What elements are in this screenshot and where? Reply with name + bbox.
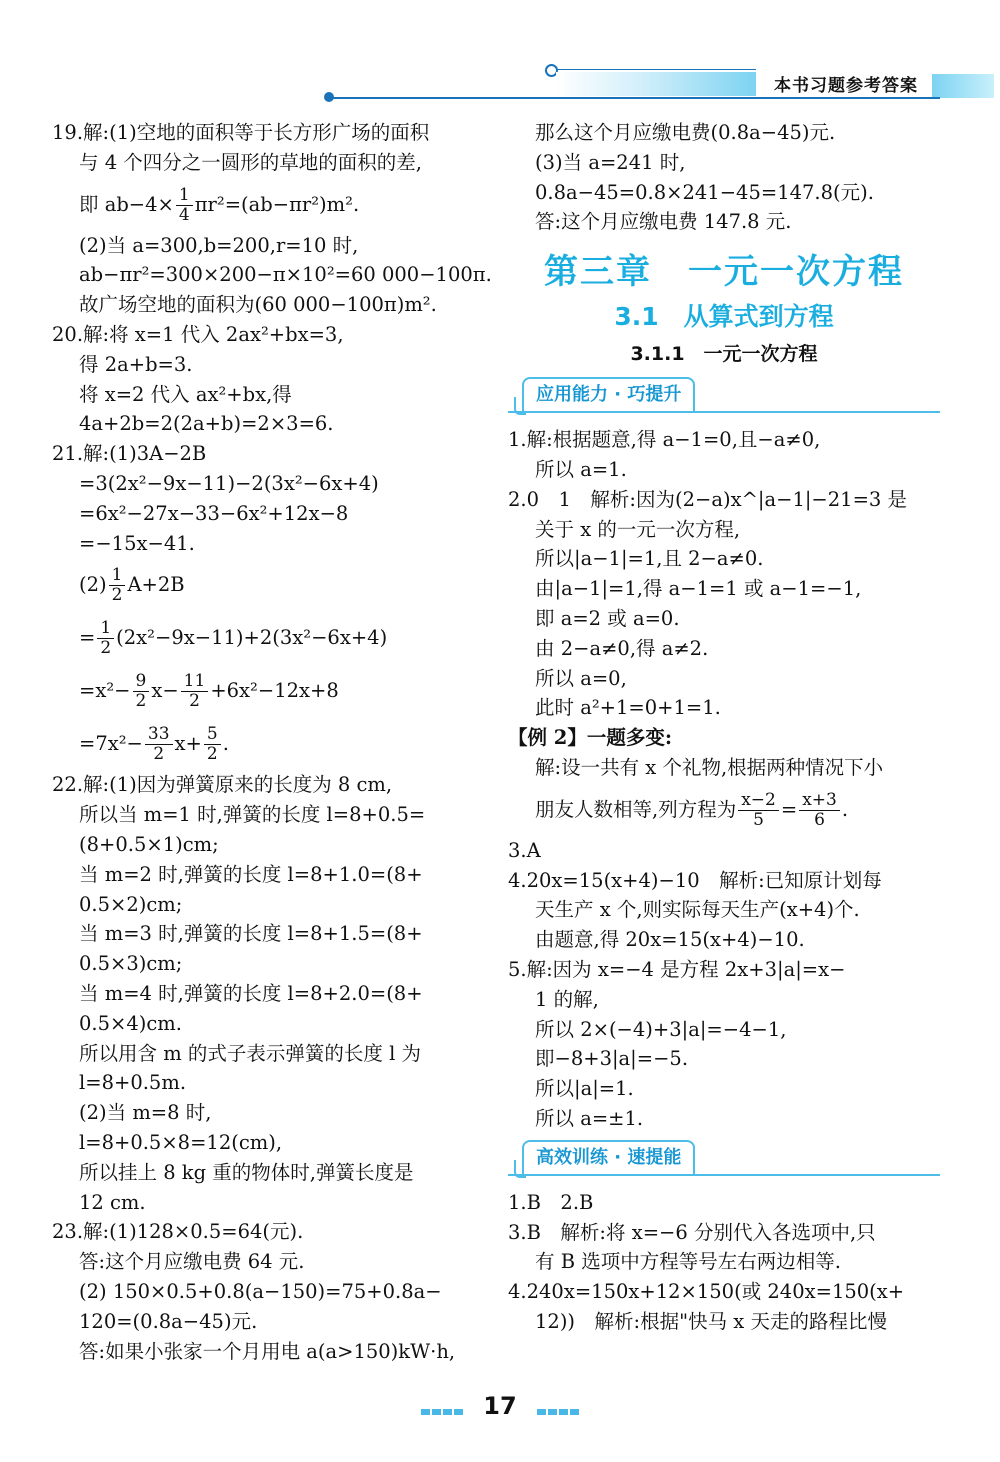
- answer-22-line: (2)当 m=8 时,: [79, 1101, 212, 1125]
- fraction-one-quarter: [176, 186, 193, 225]
- footer-ornament-right: [536, 1400, 580, 1419]
- answer-line: 5.解:因为 x=−4 是方程 2x+3|a|=x−: [508, 957, 846, 981]
- denominator: 2: [100, 638, 112, 659]
- answer-line: 由题意,得 20x=15(x+4)−10.: [535, 928, 805, 952]
- fraction-nine-halves: [133, 672, 150, 711]
- page-footer: [0, 1392, 1000, 1420]
- answer-21-line: =3(2x²−9x−11)−2(3x²−6x+4): [79, 471, 379, 495]
- answer-line: 所以|a|=1.: [535, 1077, 634, 1101]
- answer-23-cont: 0.8a−45=0.8×241−45=147.8(元).: [535, 180, 874, 204]
- numerator: 11: [181, 672, 209, 692]
- box-label: 应用能力 · 巧提升: [522, 377, 695, 411]
- example-equation: [508, 783, 940, 836]
- answer-22-line: 当 m=2 时,弹簧的长度 l=8+1.0=(8+: [79, 862, 423, 886]
- example-heading: 【例 2】一题多变:: [508, 726, 673, 750]
- formula-text: (2x²−9x−11)+2(3x²−6x+4): [116, 626, 388, 650]
- formula-text: =: [780, 797, 798, 821]
- answer-23-cont: 那么这个月应缴电费(0.8a−45)元.: [535, 121, 836, 144]
- answer-19-line: ab−πr²=300×200−π×10²=60 000−100π.: [79, 263, 492, 287]
- answer-line: 即 a=2 或 a=0.: [535, 606, 680, 630]
- header-gradient-tail: [932, 74, 994, 98]
- answer-19-line: 19.解:(1)空地的面积等于长方形广场的面积: [52, 121, 430, 144]
- answer-22-line: 所以当 m=1 时,弹簧的长度 l=8+0.5=: [79, 803, 426, 827]
- formula-text: 朋友人数相等,列方程为: [535, 797, 737, 821]
- answer-line: 所以 a=0,: [535, 666, 627, 690]
- chapter-title: 第三章 一元一次方程: [544, 252, 904, 293]
- answer-23-line: 23.解:(1)128×0.5=64(元).: [52, 1220, 304, 1244]
- answer-line: 4.240x=150x+12×150(或 240x=150(x+: [508, 1280, 905, 1304]
- right-column: [508, 118, 940, 1337]
- answer-19-line: 与 4 个四分之一圆形的草地的面积的差,: [79, 150, 423, 174]
- denominator: 2: [111, 585, 123, 606]
- box-label: 高效训练 · 速提能: [522, 1140, 695, 1174]
- answer-line: 所以 a=1.: [535, 457, 627, 481]
- answer-line: 天生产 x 个,则实际每天生产(x+4)个.: [535, 898, 860, 922]
- answer-23-line: 120=(0.8a−45)元.: [79, 1309, 258, 1333]
- answer-20-line: 将 x=2 代入 ax²+bx,得: [79, 382, 292, 406]
- fraction-one-half: [97, 619, 114, 658]
- answer-23-cont: (3)当 a=241 时,: [535, 150, 686, 174]
- answer-22-line: 12 cm.: [79, 1190, 146, 1214]
- formula-text: πr²=(ab−πr²)m².: [194, 192, 360, 216]
- answer-line: 即−8+3|a|=−5.: [535, 1047, 689, 1071]
- answer-22-line: 0.5×2)cm;: [79, 892, 183, 916]
- answer-20-line: 得 2a+b=3.: [79, 352, 193, 376]
- numerator: x−2: [738, 791, 779, 811]
- running-header-title: 本书习题参考答案: [774, 76, 918, 96]
- answer-line: 所以 a=±1.: [535, 1106, 644, 1130]
- answer-line: 解:设一共有 x 个礼物,根据两种情况下小: [535, 755, 884, 779]
- answer-22-line: 当 m=3 时,弹簧的长度 l=8+1.5=(8+: [79, 922, 423, 946]
- answer-line: 1.B 2.B: [508, 1190, 594, 1214]
- answer-22-line: l=8+0.5m.: [79, 1071, 187, 1095]
- answer-22-line: 0.5×3)cm;: [79, 952, 183, 976]
- denominator: 2: [189, 691, 200, 712]
- answer-22-line: 0.5×4)cm.: [79, 1011, 182, 1035]
- answer-23-line: (2) 150×0.5+0.8(a−150)=75+0.8a−: [79, 1279, 442, 1303]
- answer-line: 所以|a−1|=1,且 2−a≠0.: [535, 547, 764, 571]
- answer-23-line: 答:如果小张家一个月用电 a(a>150)kW·h,: [79, 1339, 456, 1363]
- formula-text: =7x²−: [79, 732, 143, 756]
- answer-21-formula: [52, 664, 484, 717]
- formula-text: .: [841, 797, 849, 821]
- answer-20-line: 4a+2b=2(2a+b)=2×3=6.: [79, 412, 334, 436]
- answer-20-line: 20.解:将 x=1 代入 2ax²+bx=3,: [52, 322, 344, 346]
- header-thin-rule: [556, 69, 756, 70]
- formula-text: x+: [174, 732, 202, 756]
- fraction-thirtythree-halves: [145, 725, 173, 764]
- answer-line: 关于 x 的一元一次方程,: [535, 517, 741, 541]
- numerator: 5: [204, 725, 221, 745]
- fraction-right: [799, 791, 840, 830]
- training-box-header: [508, 1140, 940, 1180]
- header-gradient-band: [556, 72, 756, 96]
- fraction-one-half: [109, 566, 126, 605]
- denominator: 2: [153, 744, 165, 765]
- answer-21-formula: [52, 717, 484, 770]
- answer-line: 由|a−1|=1,得 a−1=1 或 a−1=−1,: [535, 577, 862, 601]
- denominator: 5: [753, 809, 764, 830]
- subsection-title: 3.1.1 一元一次方程: [630, 343, 818, 366]
- answer-22-line: 22.解:(1)因为弹簧原来的长度为 8 cm,: [52, 773, 393, 797]
- numerator: 1: [109, 566, 126, 586]
- answer-21-line: 21.解:(1)3A−2B: [52, 442, 207, 466]
- numerator: x+3: [799, 791, 840, 811]
- answer-21-line: =−15x−41.: [79, 531, 195, 555]
- answer-22-line: 所以挂上 8 kg 重的物体时,弹簧长度是: [79, 1160, 414, 1184]
- denominator: 2: [135, 691, 147, 712]
- fraction-left: [738, 791, 779, 830]
- answer-19-formula: [52, 178, 484, 231]
- answer-21-line: =6x²−27x−33−6x²+12x−8: [79, 501, 349, 525]
- answer-line: 1 的解,: [535, 987, 599, 1011]
- answer-line: 2.0 1 解析:因为(2−a)x^|a−1|−21=3 是: [508, 487, 908, 511]
- formula-text: +6x²−12x+8: [210, 679, 339, 703]
- page-number: 17: [483, 1392, 517, 1420]
- answer-23-line: 答:这个月应缴电费 64 元.: [79, 1250, 305, 1274]
- answer-line: 12)) 解析:根据"快马 x 天走的路程比慢: [535, 1309, 887, 1333]
- denominator: 2: [206, 744, 218, 765]
- answer-line: 1.解:根据题意,得 a−1=0,且−a≠0,: [508, 428, 821, 452]
- formula-text: =x²−: [79, 679, 131, 703]
- box-rule: [508, 411, 940, 413]
- answer-21-formula: [52, 611, 484, 664]
- practice-box-header: [508, 377, 940, 417]
- formula-text: 即 ab−4×: [79, 192, 174, 216]
- answer-line: 所以 2×(−4)+3|a|=−4−1,: [535, 1017, 787, 1041]
- denominator: 6: [814, 809, 825, 830]
- formula-text: A+2B: [127, 573, 185, 597]
- footer-ornament-left: [420, 1400, 464, 1419]
- left-column: [52, 118, 492, 1366]
- answer-22-line: (8+0.5×1)cm;: [79, 832, 219, 856]
- fraction-five-halves: [204, 725, 221, 764]
- formula-text: x−: [151, 679, 179, 703]
- answer-22-line: 所以用含 m 的式子表示弹簧的长度 l 为: [79, 1041, 422, 1065]
- answer-19-line: 故广场空地的面积为(60 000−100π)m².: [79, 293, 437, 317]
- formula-text: =: [79, 626, 96, 650]
- answer-line: 3.A: [508, 838, 541, 862]
- box-rule: [508, 1174, 940, 1176]
- denominator: 4: [178, 204, 190, 225]
- numerator: 33: [145, 725, 173, 745]
- numerator: 1: [97, 619, 114, 639]
- answer-22-line: 当 m=4 时,弹簧的长度 l=8+2.0=(8+: [79, 981, 423, 1005]
- formula-text: (2): [79, 573, 107, 597]
- answer-line: 由 2−a≠0,得 a≠2.: [535, 636, 709, 660]
- answer-line: 有 B 选项中方程等号左右两边相等.: [535, 1250, 841, 1274]
- numerator: 9: [133, 672, 150, 692]
- fraction-eleven-halves: [181, 672, 209, 711]
- answer-line: 4.20x=15(x+4)−10 解析:已知原计划每: [508, 868, 882, 892]
- numerator: 1: [176, 186, 193, 206]
- header-rule: [330, 97, 940, 99]
- answer-23-cont: 答:这个月应缴电费 147.8 元.: [535, 210, 792, 234]
- answer-22-line: l=8+0.5×8=12(cm),: [79, 1130, 283, 1154]
- formula-text: .: [222, 732, 229, 756]
- answer-line: 3.B 解析:将 x=−6 分别代入各选项中,只: [508, 1220, 876, 1244]
- answer-line: 此时 a²+1=0+1=1.: [535, 696, 721, 720]
- section-title: 3.1 从算式到方程: [614, 302, 834, 332]
- answer-19-line: (2)当 a=300,b=200,r=10 时,: [79, 233, 359, 257]
- answer-21-part2: [52, 558, 484, 611]
